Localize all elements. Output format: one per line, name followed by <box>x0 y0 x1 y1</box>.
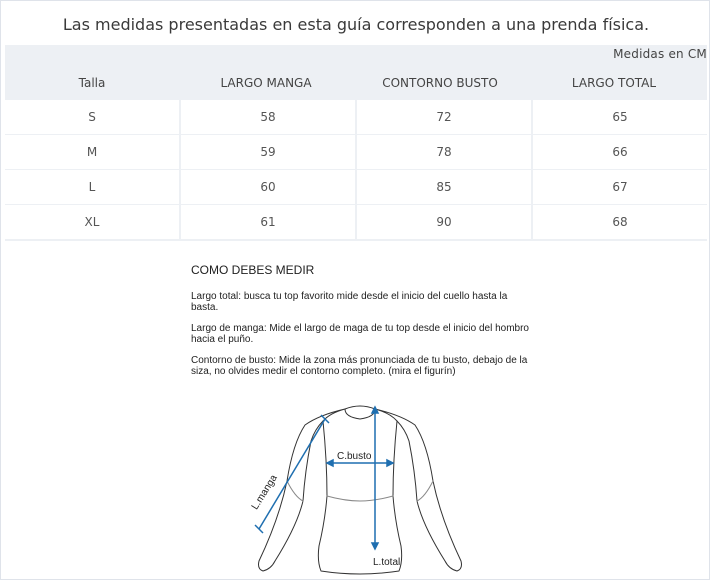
table-body <box>5 100 707 240</box>
collar-outline <box>345 406 375 419</box>
size-cell: M <box>5 135 179 169</box>
header-largo-total: LARGO TOTAL <box>571 76 657 90</box>
bust-arrow-right <box>387 460 393 466</box>
page-title: Las medidas presentadas en esta guía corresponden a una prenda física. <box>62 15 650 34</box>
sleeve-length-cell: 58 <box>181 100 355 134</box>
header-contorno-busto: CONTORNO BUSTO <box>382 76 498 90</box>
total-length-cell: 67 <box>533 170 707 204</box>
units-label: Medidas en CM <box>613 47 707 61</box>
total-length-cell: 68 <box>533 205 707 239</box>
total-length-cell: 66 <box>533 135 707 169</box>
seam-line <box>327 496 393 501</box>
header-largo-manga: LARGO MANGA <box>220 76 312 90</box>
guide-title: COMO DEBES MEDIR <box>191 263 315 277</box>
bust-arrow-left <box>327 460 333 466</box>
size-table-panel <box>5 45 707 577</box>
bust-label: C.busto <box>337 451 372 462</box>
sleeve-length-cell: 59 <box>181 135 355 169</box>
total-arrow-bottom <box>372 543 378 549</box>
size-cell: L <box>5 170 179 204</box>
bust-cell: 85 <box>357 170 531 204</box>
seam-line <box>417 481 433 501</box>
right-sleeve-outline <box>375 409 462 571</box>
sleeve-length-cell: 60 <box>181 170 355 204</box>
guide-paragraph-total: Largo total: busca tu top favorito mide desde el inicio del cuello hasta la basta. <box>191 291 508 313</box>
table-header-row <box>5 67 707 99</box>
guide-text-block <box>191 263 531 387</box>
size-cell: XL <box>5 205 179 239</box>
table-row <box>5 170 707 204</box>
bust-cell: 72 <box>357 100 531 134</box>
bust-cell: 90 <box>357 205 531 239</box>
header-talla: Talla <box>78 76 106 90</box>
table-row <box>5 100 707 134</box>
guide-paragraph-sleeve: Largo de manga: Mide el largo de maga de tu top desde el inicio del hombro hacia el puño. <box>191 323 529 345</box>
sleeve-measure-tick <box>255 525 263 533</box>
total-length-label: L.total <box>373 557 401 568</box>
size-cell: S <box>5 100 179 134</box>
table-row <box>5 135 707 169</box>
bust-cell: 78 <box>357 135 531 169</box>
garment-figure-illustration <box>235 401 485 577</box>
seam-line <box>287 481 303 501</box>
sleeve-length-cell: 61 <box>181 205 355 239</box>
table-row <box>5 205 707 239</box>
measuring-guide <box>5 241 707 577</box>
total-length-cell: 65 <box>533 100 707 134</box>
sleeve-length-label: L.manga <box>249 473 280 512</box>
guide-paragraph-bust: Contorno de busto: Mide la zona más pronunciada de tu busto, debajo de la siza, no olvides medir el contorno completo. (mira el figurín) <box>191 355 528 377</box>
